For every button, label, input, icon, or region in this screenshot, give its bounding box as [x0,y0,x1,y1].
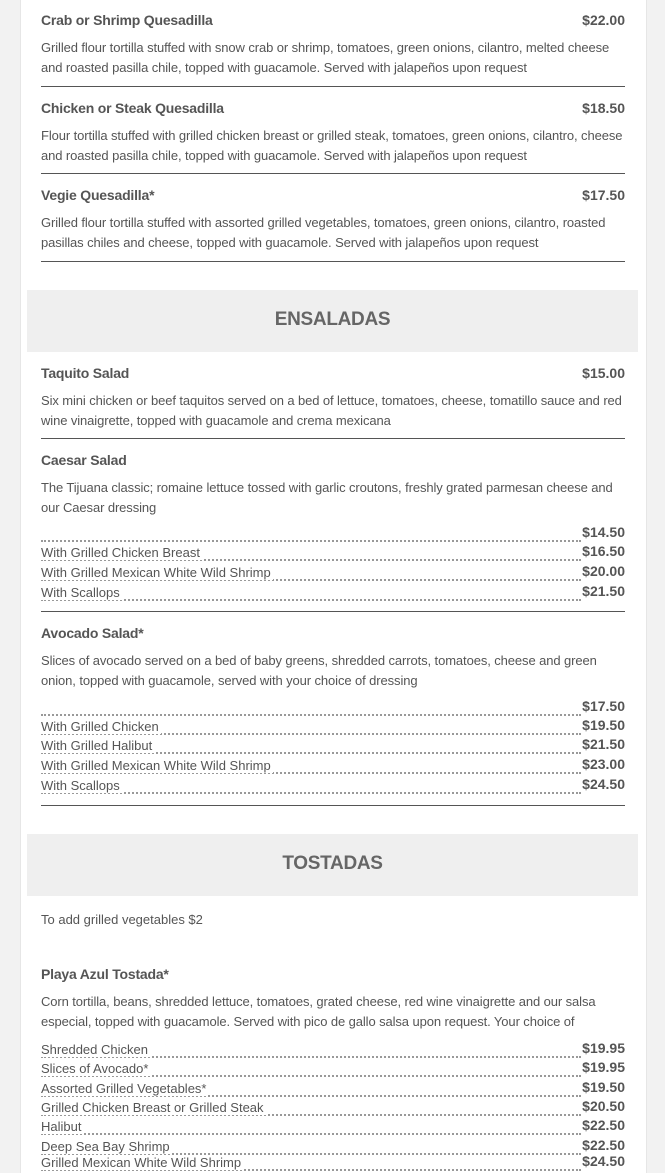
option-label: Shredded Chicken [41,1042,148,1057]
item-description: Six mini chicken or beef taquitos served on a bed of lettuce, tomatoes, cheese, tomatillo sauce and red wine vinaigrette, topped with guacamole and crema mexicana [41,393,622,428]
option-label: With Scallops [41,778,120,793]
option-label: Grilled Chicken Breast or Grilled Steak [41,1100,264,1115]
menu-item [41,966,625,1032]
option-label: Grilled Mexican White Wild Shrimp [41,1155,242,1170]
item-name: Caesar Salad [41,452,127,468]
price-option [41,1079,625,1099]
item-description: Slices of avocado served on a bed of baby greens, shredded carrots, tomatoes, cheese and green onion, topped with guacamole, served with your choice of dressing [41,653,597,688]
option-price: $22.50 [582,1137,625,1153]
option-price: $21.50 [582,736,625,752]
divider [41,438,625,439]
menu-item [41,12,625,78]
divider [41,173,625,174]
dot-leader [41,702,581,716]
option-price: $20.00 [582,563,625,579]
section-header-tostadas [27,834,638,896]
price-option [41,736,625,756]
price-option [41,1117,625,1137]
section-header-ensaladas [27,290,638,352]
divider [41,611,625,612]
item-description: Grilled flour tortilla stuffed with snow crab or shrimp, tomatoes, green onions, cilantro, melted cheese and roasted pasilla chile, topped with guacamole. Served with jalapeños upon request [41,40,610,75]
option-label: Halibut [41,1119,82,1134]
dot-leader [41,587,581,601]
divider [41,86,625,87]
option-label: With Scallops [41,585,120,600]
option-price: $19.50 [582,717,625,733]
option-price: $20.50 [582,1098,625,1114]
price-option [41,717,625,737]
option-price: $19.50 [582,1079,625,1095]
price-option [41,1059,625,1079]
option-price: $21.50 [582,583,625,599]
option-price: $23.00 [582,756,625,772]
item-description: Grilled flour tortilla stuffed with assorted grilled vegetables, tomatoes, green onions, cilantro, roasted pasillas chiles and cheese, topped with guacamole. Served with jalapeños upon request [41,215,606,250]
section-note: To add grilled vegetables $2 [41,912,203,927]
item-name: Playa Azul Tostada* [41,966,169,982]
price-option [41,776,625,796]
price-option [41,583,625,603]
option-label: Slices of Avocado* [41,1061,149,1076]
price-option [41,543,625,563]
option-label: With Grilled Halibut [41,738,153,753]
item-description: Flour tortilla stuffed with grilled chicken breast or grilled steak, tomatoes, green onions, cilantro, cheese and roasted pasilla chile, topped with guacamole. Served with jalapeños upon request [41,128,623,163]
menu-item [41,452,625,518]
item-name: Avocado Salad* [41,625,144,641]
price-option [41,1098,625,1118]
price-option [41,1153,625,1173]
price-option [41,1040,625,1060]
option-label: With Grilled Chicken Breast [41,545,200,560]
item-name: Chicken or Steak Quesadilla [41,100,224,116]
dot-leader [41,528,581,542]
menu-item [41,100,625,166]
option-price: $16.50 [582,543,625,559]
divider [41,805,625,806]
dot-leader [41,1121,581,1135]
option-label: With Grilled Mexican White Wild Shrimp [41,565,271,580]
section-title: ENSALADAS [274,309,391,330]
price-option [41,756,625,776]
option-label: Deep Sea Bay Shrimp [41,1139,170,1154]
item-price: $18.50 [582,100,625,116]
price-option [41,563,625,583]
menu-item [41,625,625,691]
item-price: $22.00 [582,12,625,28]
section-title: TOSTADAS [282,853,383,874]
price-option [41,524,625,544]
item-name: Taquito Salad [41,365,130,381]
item-price: $15.00 [582,365,625,381]
item-name: Crab or Shrimp Quesadilla [41,12,213,28]
item-description: Corn tortilla, beans, shredded lettuce, tomatoes, grated cheese, red wine vinaigrette and our salsa especial, topped with guacamole. Served with pico de gallo salsa upon request. Your choice of [41,994,596,1029]
option-price: $14.50 [582,524,625,540]
option-label: With Grilled Chicken [41,719,159,734]
option-price: $22.50 [582,1117,625,1133]
option-price: $17.50 [582,698,625,714]
dot-leader [41,780,581,794]
option-price: $24.50 [582,1153,625,1169]
option-price: $24.50 [582,776,625,792]
option-price: $19.95 [582,1040,625,1056]
item-description: The Tijuana classic; romaine lettuce tossed with garlic croutons, freshly grated parmesan cheese and our Caesar dressing [41,480,613,515]
price-option [41,698,625,718]
option-price: $19.95 [582,1059,625,1075]
menu-item [41,365,625,431]
option-label: Assorted Grilled Vegetables* [41,1081,207,1096]
menu-item [41,187,625,253]
item-name: Vegie Quesadilla* [41,187,155,203]
item-price: $17.50 [582,187,625,203]
divider [41,261,625,262]
option-label: With Grilled Mexican White Wild Shrimp [41,758,271,773]
